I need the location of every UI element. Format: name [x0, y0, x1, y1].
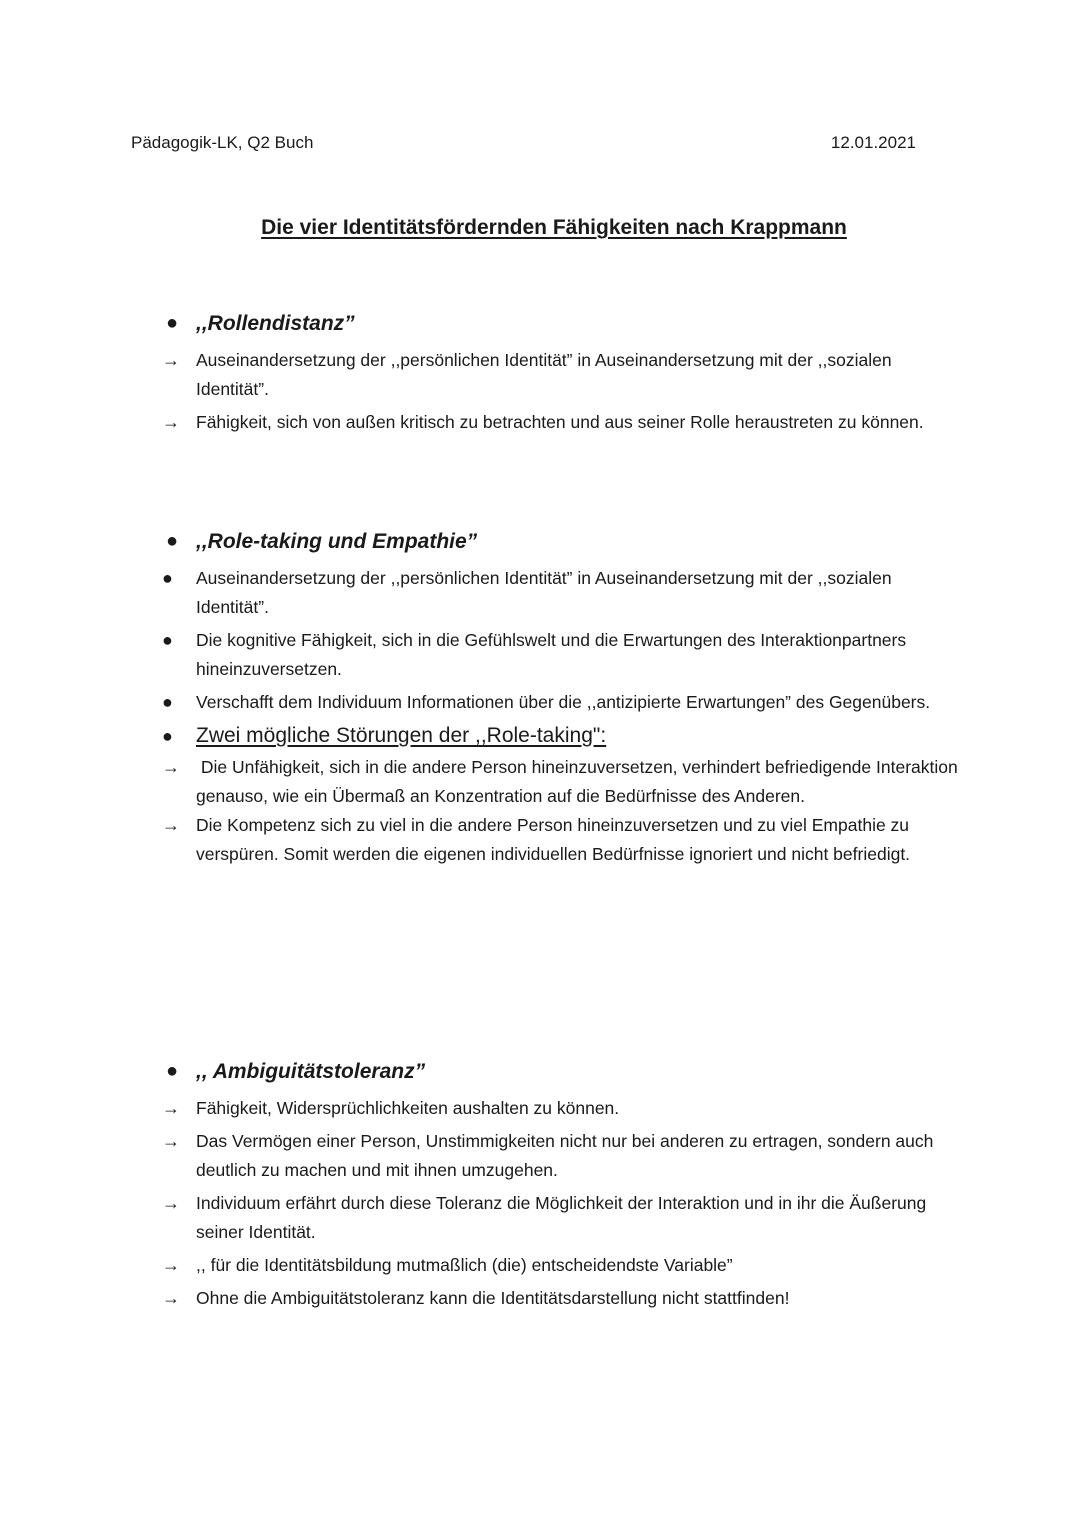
list-item-text: Die kognitive Fähigkeit, sich in die Gefühlswelt und die Erwartungen des Interaktionpartners hineinzuversetzen. [196, 630, 907, 679]
arrow-icon: → [162, 757, 180, 777]
bullet-icon: ● [166, 1060, 179, 1082]
list-item-subheading [160, 721, 960, 751]
list-item [160, 408, 960, 437]
arrow-icon: → [162, 1131, 180, 1151]
list-item-text: Verschafft dem Individuum Informationen über die ,,antizipierte Erwartungen” des Gegenübers. [196, 692, 931, 712]
list-item [160, 1127, 960, 1185]
bullet-icon: ● [166, 530, 179, 552]
header-course: Pädagogik-LK, Q2 Buch [131, 133, 314, 152]
list-item [160, 1284, 960, 1313]
list-item [160, 688, 960, 717]
section-heading-text: ,,Role-taking und Empathie” [196, 530, 478, 553]
header-date: 12.01.2021 [830, 133, 916, 152]
section-heading-text: ,,Rollendistanz” [196, 312, 355, 335]
section-heading [160, 312, 960, 346]
arrow-icon: → [162, 350, 180, 370]
list-item [160, 753, 963, 811]
list-item [160, 811, 960, 869]
list-item-text: Auseinandersetzung der ,,persönlichen Identität” in Auseinandersetzung mit der ,,sozialen Identität”. [196, 568, 892, 617]
list-item [160, 1251, 960, 1280]
section-ambiguitaetstoleranz [160, 1060, 960, 1317]
arrow-icon: → [162, 412, 180, 432]
arrow-icon: → [162, 815, 180, 835]
document-title: Die vier Identitätsfördernden Fähigkeiten nach Krappmann [261, 216, 847, 239]
arrow-icon: → [162, 1288, 180, 1308]
bullet-icon: ● [166, 312, 179, 334]
list-item-text: Die Kompetenz sich zu viel in die andere Person hineinzuversetzen und zu viel Empathie zu verspüren. Somit werden die eigenen individuellen Bedürfnisse ignoriert und nicht befriedigt. [196, 815, 911, 864]
list-item [160, 1189, 960, 1247]
list-item [160, 1094, 960, 1123]
list-item-text: Das Vermögen einer Person, Unstimmigkeiten nicht nur bei anderen zu ertragen, sondern auch deutlich zu machen und mit ihnen umzugehen. [196, 1131, 934, 1180]
bullet-icon: ● [162, 726, 173, 746]
arrow-icon: → [162, 1193, 180, 1213]
bullet-icon: ● [162, 630, 173, 650]
list-item-text: Die Unfähigkeit, sich in die andere Person hineinzuversetzen, verhindert befriedigende Interaktion genauso, wie ein Übermaß an Konzentration auf die Bedürfnisse des Anderen. [196, 757, 963, 806]
list-item-text: ,, für die Identitätsbildung mutmaßlich (die) entscheidendste Variable” [196, 1255, 733, 1275]
section-heading [160, 1060, 960, 1094]
list-item-text: Auseinandersetzung der ,,persönlichen Identität” in Auseinandersetzung mit der ,,sozialen Identität”. [196, 350, 892, 399]
list-item-text: Individuum erfährt durch diese Toleranz die Möglichkeit der Interaktion und in ihr die Äußerung seiner Identität. [196, 1193, 927, 1242]
list-item-text: Fähigkeit, Widersprüchlichkeiten aushalten zu können. [196, 1098, 620, 1118]
section-rollendistanz [160, 312, 960, 441]
arrow-icon: → [162, 1255, 180, 1275]
list-item [160, 626, 960, 684]
section-role-taking [160, 530, 963, 873]
list-item [160, 564, 960, 622]
list-item [160, 346, 960, 404]
bullet-icon: ● [162, 692, 173, 712]
section-heading [160, 530, 960, 564]
list-item-text: Ohne die Ambiguitätstoleranz kann die Identitätsdarstellung nicht stattfinden! [196, 1288, 790, 1308]
section-heading-text: ,, Ambiguitätstoleranz” [196, 1060, 426, 1083]
bullet-icon: ● [162, 568, 173, 588]
arrow-icon: → [162, 1098, 180, 1118]
list-item-text: Fähigkeit, sich von außen kritisch zu betrachten und aus seiner Rolle heraustreten zu können. [196, 412, 924, 432]
list-item-text: Zwei mögliche Störungen der ,,Role-taking": [196, 724, 607, 747]
